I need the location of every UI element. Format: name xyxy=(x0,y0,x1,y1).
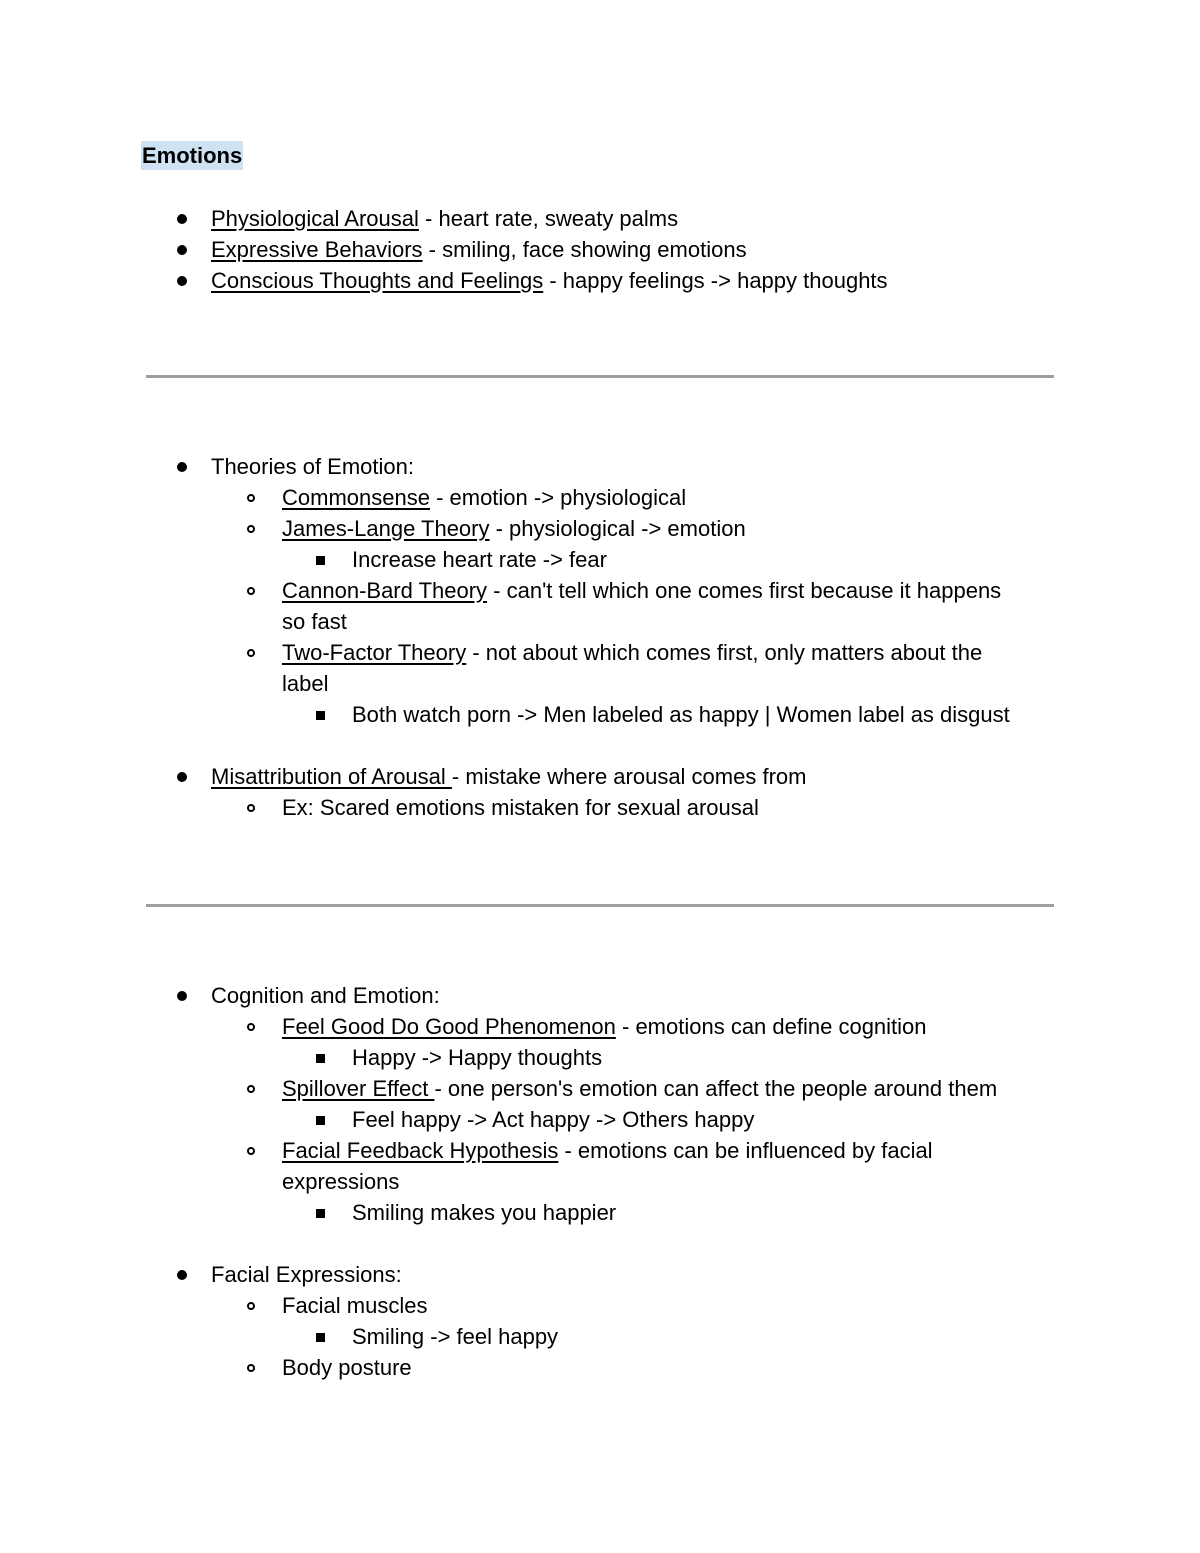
term: Expressive Behaviors xyxy=(211,237,423,262)
term: Cannon-Bard Theory xyxy=(282,578,488,603)
term: Physiological Arousal xyxy=(211,206,419,231)
list-item-continuation: so fast xyxy=(282,609,347,634)
bullet-icon xyxy=(177,265,187,296)
page-title: Emotions xyxy=(142,143,243,168)
list-item: Facial muscles xyxy=(282,1293,428,1318)
term: Feel Good Do Good Phenomenon xyxy=(282,1014,616,1039)
list-item-heading: Theories of Emotion: xyxy=(211,454,414,479)
definition: - emotions can be influenced by facial xyxy=(558,1138,933,1163)
circle-bullet-icon xyxy=(247,792,255,823)
circle-bullet-icon xyxy=(247,1073,255,1104)
term: Commonsense xyxy=(282,485,430,510)
list-item: Smiling makes you happier xyxy=(352,1200,617,1225)
definition: - emotion -> physiological xyxy=(429,485,687,510)
definition: - not about which comes first, only matters about the xyxy=(466,640,983,665)
list-item-heading: Cognition and Emotion: xyxy=(211,983,440,1008)
definition: - emotions can define cognition xyxy=(615,1014,927,1039)
bullet-icon xyxy=(177,1259,187,1290)
definition: - can't tell which one comes first because it happens xyxy=(487,578,1002,603)
list-item: Both watch porn -> Men labeled as happy | Women label as disgust xyxy=(352,702,1010,727)
list-item: Happy -> Happy thoughts xyxy=(352,1045,603,1070)
definition: - mistake where arousal comes from xyxy=(451,764,807,789)
list-item xyxy=(282,575,1001,606)
square-bullet-icon xyxy=(316,1104,325,1135)
circle-bullet-icon xyxy=(247,513,255,544)
bullet-icon xyxy=(177,203,187,234)
list-item xyxy=(282,1011,927,1042)
list-item xyxy=(282,1135,933,1166)
list-item: Increase heart rate -> fear xyxy=(352,547,607,572)
bullet-icon xyxy=(177,761,187,792)
definition: - physiological -> emotion xyxy=(489,516,746,541)
circle-bullet-icon xyxy=(247,1011,255,1042)
definition: - heart rate, sweaty palms xyxy=(418,206,679,231)
list-item xyxy=(282,482,686,513)
definition: - smiling, face showing emotions xyxy=(422,237,747,262)
list-item: Body posture xyxy=(282,1355,412,1380)
square-bullet-icon xyxy=(316,544,325,575)
list-item xyxy=(211,203,678,234)
square-bullet-icon xyxy=(316,1197,325,1228)
square-bullet-icon xyxy=(316,1042,325,1073)
horizontal-rule xyxy=(146,375,1054,378)
bullet-icon xyxy=(177,234,187,265)
term: Two-Factor Theory xyxy=(282,640,467,665)
term: Facial Feedback Hypothesis xyxy=(282,1138,559,1163)
horizontal-rule xyxy=(146,904,1054,907)
list-item xyxy=(282,637,982,668)
list-item xyxy=(211,234,747,265)
circle-bullet-icon xyxy=(247,637,255,668)
list-item xyxy=(282,1073,997,1104)
square-bullet-icon xyxy=(316,1321,325,1352)
circle-bullet-icon xyxy=(247,482,255,513)
term: Misattribution of Arousal xyxy=(211,764,452,789)
term: Spillover Effect xyxy=(282,1076,435,1101)
circle-bullet-icon xyxy=(247,1352,255,1383)
circle-bullet-icon xyxy=(247,1290,255,1321)
list-item-continuation: expressions xyxy=(282,1169,400,1194)
term: Conscious Thoughts and Feelings xyxy=(211,268,544,293)
definition: - one person's emotion can affect the people around them xyxy=(434,1076,998,1101)
list-item-heading: Facial Expressions: xyxy=(211,1262,402,1287)
bullet-icon xyxy=(177,451,187,482)
square-bullet-icon xyxy=(316,699,325,730)
list-item xyxy=(282,513,746,544)
list-item xyxy=(211,761,806,792)
circle-bullet-icon xyxy=(247,575,255,606)
term: James-Lange Theory xyxy=(282,516,490,541)
list-item: Ex: Scared emotions mistaken for sexual arousal xyxy=(282,795,759,820)
list-item: Feel happy -> Act happy -> Others happy xyxy=(352,1107,755,1132)
list-item-continuation: label xyxy=(282,671,329,696)
list-item: Smiling -> feel happy xyxy=(352,1324,559,1349)
circle-bullet-icon xyxy=(247,1135,255,1166)
definition: - happy feelings -> happy thoughts xyxy=(543,268,888,293)
list-item xyxy=(211,265,888,296)
bullet-icon xyxy=(177,980,187,1011)
